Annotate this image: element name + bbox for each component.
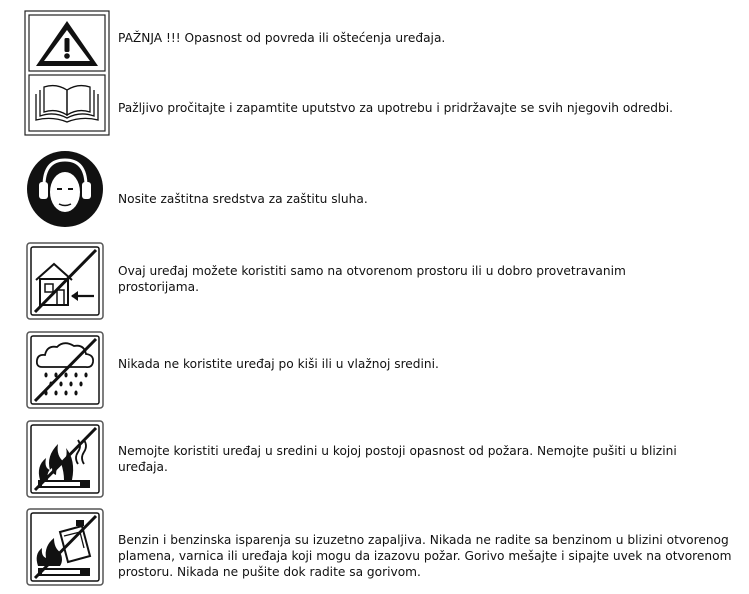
warning-manual-panel [24,10,110,136]
warning-text: PAŽNJA !!! Opasnost od povreda ili oštećenja uređaja. [118,31,446,45]
no-fuel-near-fire-icon [26,508,104,586]
indoor-use-text: Ovaj uređaj možete koristiti samo na otvorenom prostoru ili u dobro provetravanim prostorijama. [118,264,626,294]
no-fire-icon [26,420,104,498]
ear-protection-text: Nosite zaštitna sredstva za zaštitu sluha. [118,192,368,206]
fire-text: Nemojte koristiti uređaj u sredini u kojoj postoji opasnost od požara. Nemojte pušiti u blizini uređaja. [118,444,677,474]
ear-protection-icon [26,150,104,228]
rain-text: Nikada ne koristite uređaj po kiši ili u vlažnoj sredini. [118,357,439,371]
fuel-text: Benzin i benzinska isparenja su izuzetno zapaljiva. Nikada ne radite sa benzinom u blizini otvorenog plamena, varnica ili uređaja koji mogu da izazovu požar. Gorivo mešajte i sipajte uvek na otvorenom prostoru. Nikada ne pušite dok radite sa gorivom. [118,533,732,579]
manual-text: Pažljivo pročitajte i zapamtite uputstvo za upotrebu i pridržavajte se svih njegovih odredbi. [118,101,673,115]
no-indoor-use-icon [26,242,104,320]
no-rain-icon [26,331,104,409]
